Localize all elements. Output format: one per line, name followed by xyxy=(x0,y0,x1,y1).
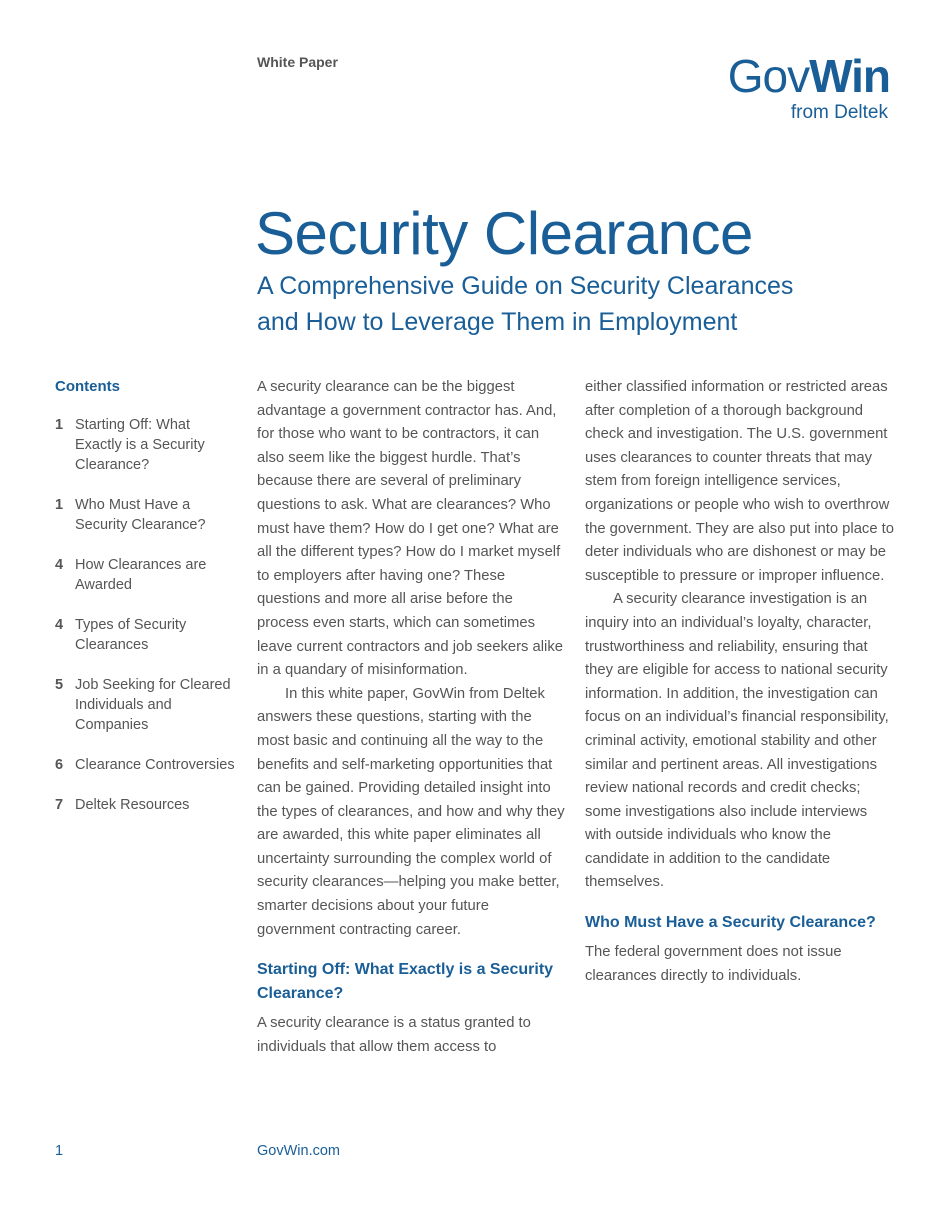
toc-page-number: 4 xyxy=(55,617,64,633)
toc-item[interactable] xyxy=(55,795,235,815)
logo-wordmark: GovWin xyxy=(727,50,890,102)
toc-page-number: 4 xyxy=(55,557,64,573)
toc-label: Job Seeking for Cleared Individuals and Companies xyxy=(75,677,231,733)
page-subtitle xyxy=(257,268,793,340)
toc-label: How Clearances are Awarded xyxy=(75,557,207,593)
section-heading-starting-off: Starting Off: What Exactly is a Security Clearance? xyxy=(257,961,554,1003)
toc-item[interactable] xyxy=(55,755,235,775)
toc-page-number: 5 xyxy=(55,677,64,693)
govwin-logo xyxy=(690,50,890,130)
section2-paragraph-1: The federal government does not issue clearances directly to individuals. xyxy=(585,944,842,984)
toc-item[interactable] xyxy=(55,415,235,475)
toc-label: Types of Security Clearances xyxy=(75,617,187,653)
section1-paragraph-continued: either classified information or restricted areas after completion of a thorough background check and investigation. The U.S. government uses clearances to counter threats that may stem from foreign intelligence services, organizations or people who wish to overthrow the government. They are also put into place to deter individuals who are dishonest or may be susceptible to pressure or improper influence. xyxy=(585,379,895,584)
toc-page-number: 6 xyxy=(55,757,64,773)
intro-paragraph-1: A security clearance can be the biggest advantage a government contractor has. And, for those who want to be contractors, it can also seem like the biggest hurdle. That’s because there are several of preliminary questions to ask. What are clearances? Who must have them? How do I get one? What are all the different types? How do I market myself to employers after having one? These questions and more all arise before the process even starts, which can sometimes leave current contractors and job seekers alike in a quandary of misinformation. xyxy=(257,379,563,679)
toc-label: Clearance Controversies xyxy=(75,757,235,773)
document-type-label: White Paper xyxy=(257,54,338,70)
toc-item[interactable] xyxy=(55,495,235,535)
toc-item[interactable] xyxy=(55,555,235,595)
toc-page-number: 1 xyxy=(55,417,64,433)
toc-item[interactable] xyxy=(55,675,235,735)
intro-paragraph-2: In this white paper, GovWin from Deltek answers these questions, starting with the most basic and continuing all the way to the benefits and self-marketing opportunities that can be gained. Providing detailed insight into the types of clearances, and how and why they are awarded, this white paper eliminates all uncertainty surrounding the complex world of security clearances—helping you make better, smarter decisions about your future government contracting career. xyxy=(257,685,565,938)
toc-label: Who Must Have a Security Clearance? xyxy=(75,497,206,533)
section1-paragraph-start: A security clearance is a status granted to individuals that allow them access to xyxy=(257,1015,531,1055)
footer-page-number: 1 xyxy=(55,1143,64,1159)
toc-page-number: 1 xyxy=(55,497,64,513)
body-column-2 xyxy=(585,376,895,988)
section1-paragraph-2: A security clearance investigation is an inquiry into an individual’s loyalty, character, trustworthiness and reliability, ensuring that they are eligible for access to national security information. In addition, the investigation can focus on an individual’s financial responsibility, criminal activity, emotional stability and other similar and pertinent areas. All investigations review national records and credit checks; some investigations also include interviews with outside individuals who know the candidate in addition to the candidate themselves. xyxy=(585,591,889,891)
toc-heading: Contents xyxy=(55,378,120,395)
toc-label: Deltek Resources xyxy=(75,797,190,813)
section-heading-who-must-have: Who Must Have a Security Clearance? xyxy=(585,914,876,932)
page-title: Security Clearance xyxy=(255,200,753,267)
logo-tagline: from Deltek xyxy=(790,102,888,123)
body-column-1 xyxy=(257,376,567,1059)
subtitle-line: A Comprehensive Guide on Security Clearances xyxy=(257,272,794,300)
toc-page-number: 7 xyxy=(55,797,64,813)
subtitle-line: and How to Leverage Them in Employment xyxy=(257,308,738,336)
toc-item[interactable] xyxy=(55,615,235,655)
toc-label: Starting Off: What Exactly is a Security Clearance? xyxy=(75,417,205,473)
footer-website-link[interactable]: GovWin.com xyxy=(257,1143,340,1159)
table-of-contents xyxy=(55,378,235,835)
